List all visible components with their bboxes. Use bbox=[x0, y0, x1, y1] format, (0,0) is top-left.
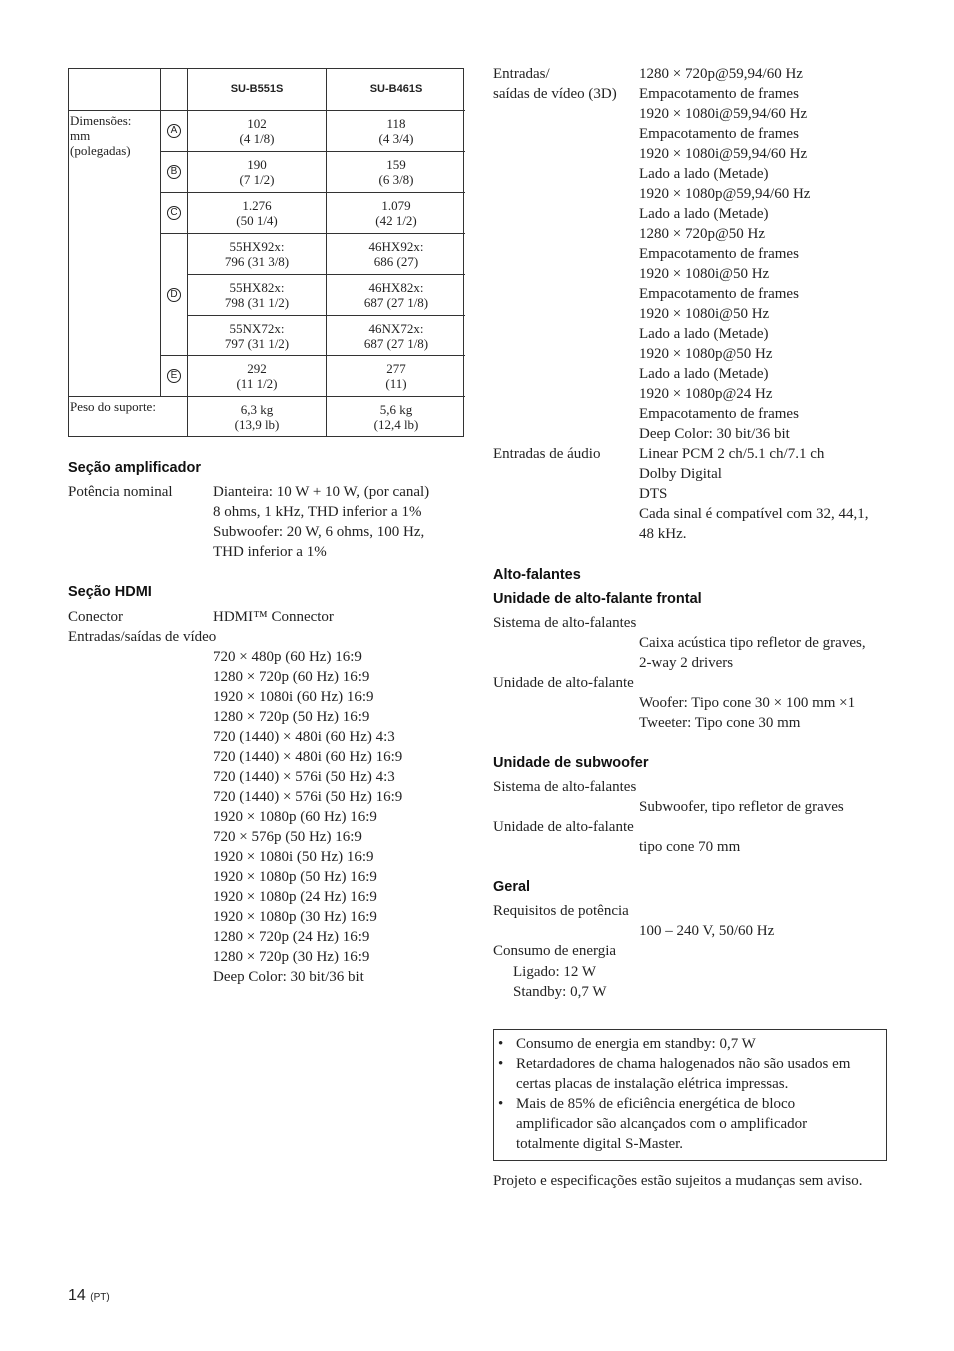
hdmi-format-line: 720 (1440) × 576i (50 Hz) 4:3 bbox=[213, 769, 395, 785]
power-value: 100 – 240 V, 50/60 Hz bbox=[639, 923, 775, 939]
speaker-system-line: 2-way 2 drivers bbox=[639, 655, 734, 671]
table-cell: 46HX82x: 687 (27 1/8) bbox=[326, 274, 465, 315]
row-marker bbox=[160, 355, 187, 396]
note-item bbox=[494, 1094, 850, 1154]
hdmi-format-line: 1920 × 1080i (50 Hz) 16:9 bbox=[213, 849, 374, 865]
table-cell: 159 (6 3/8) bbox=[326, 151, 465, 192]
table-cell: 46NX72x: 687 (27 1/8) bbox=[326, 315, 465, 355]
note-item bbox=[494, 1034, 850, 1054]
video3d-format-line: 1920 × 1080p@24 Hz bbox=[639, 386, 773, 402]
table-cell: 277 (11) bbox=[326, 355, 465, 396]
audio-format-line: DTS bbox=[639, 486, 668, 502]
table-cell: 55HX82x: 798 (31 1/2) bbox=[187, 274, 326, 315]
video3d-format-line: Empacotamento de frames bbox=[639, 246, 799, 262]
video3d-format-line: Lado a lado (Metade) bbox=[639, 326, 769, 342]
hdmi-connector-value: HDMI™ Connector bbox=[213, 609, 334, 625]
table-cell: 5,6 kg (12,4 lb) bbox=[326, 396, 465, 436]
footer-note: Projeto e especificações estão sujeitos a mudanças sem aviso. bbox=[493, 1173, 863, 1189]
video3d-format-line: Deep Color: 30 bit/36 bit bbox=[639, 426, 790, 442]
hdmi-format-line: 720 (1440) × 480i (60 Hz) 16:9 bbox=[213, 749, 403, 765]
row-marker bbox=[160, 151, 187, 192]
hdmi-format-line: 1280 × 720p (60 Hz) 16:9 bbox=[213, 669, 370, 685]
dimensions-label bbox=[69, 110, 160, 396]
table-cell: 6,3 kg (13,9 lb) bbox=[187, 396, 326, 436]
bullet-icon: • bbox=[498, 1036, 504, 1052]
dimensions-label-text: Dimensões: mm (polegadas) bbox=[70, 113, 132, 158]
table-cell: 55NX72x: 797 (31 1/2) bbox=[187, 315, 326, 355]
consumption-label: Consumo de energia bbox=[493, 943, 617, 959]
note-line: Retardadores de chama halogenados não são usados em bbox=[516, 1056, 851, 1072]
hdmi-format-line: 1920 × 1080p (30 Hz) 16:9 bbox=[213, 909, 377, 925]
hdmi-format-line: 1920 × 1080p (60 Hz) 16:9 bbox=[213, 809, 377, 825]
video3d-format-line: 1280 × 720p@59,94/60 Hz bbox=[639, 66, 803, 82]
note-line: certas placas de instalação elétrica impressas. bbox=[516, 1076, 789, 1092]
subwoofer-system-label: Sistema de alto-falantes bbox=[493, 779, 637, 795]
audio-format-line: Linear PCM 2 ch/5.1 ch/7.1 ch bbox=[639, 446, 825, 462]
video3d-format-line: 1920 × 1080p@50 Hz bbox=[639, 346, 773, 362]
audio-format-line: Cada sinal é compatível com 32, 44,1, bbox=[639, 506, 869, 522]
video3d-format-line: Lado a lado (Metade) bbox=[639, 166, 769, 182]
subwoofer-unit-label: Unidade de alto-falante bbox=[493, 819, 634, 835]
speaker-unit-label: Unidade de alto-falante bbox=[493, 675, 634, 691]
front-speaker-heading: Unidade de alto-falante frontal bbox=[493, 591, 702, 607]
column-header-su-b551s: SU-B551S bbox=[187, 69, 326, 110]
circled-letter-e-icon: E bbox=[167, 369, 181, 383]
table-cell: 118 (4 3/4) bbox=[326, 110, 465, 151]
hdmi-format-line: 1280 × 720p (24 Hz) 16:9 bbox=[213, 929, 370, 945]
general-heading: Geral bbox=[493, 879, 531, 895]
video3d-format-list bbox=[639, 64, 810, 444]
hdmi-format-line: 1920 × 1080p (24 Hz) 16:9 bbox=[213, 889, 377, 905]
table-cell: 1.276 (50 1/4) bbox=[187, 192, 326, 233]
amp-line: Subwoofer: 20 W, 6 ohms, 100 Hz, bbox=[213, 524, 425, 540]
video3d-format-line: Empacotamento de frames bbox=[639, 86, 799, 102]
hdmi-connector-label: Conector bbox=[68, 609, 123, 625]
note-line: Consumo de energia em standby: 0,7 W bbox=[516, 1036, 756, 1052]
circled-letter-b-icon: B bbox=[167, 165, 181, 179]
page-number-value: 14 bbox=[68, 1287, 86, 1304]
hdmi-format-line: 1920 × 1080i (60 Hz) 16:9 bbox=[213, 689, 374, 705]
note-line: amplificador são alcançados com o amplificador bbox=[516, 1116, 808, 1132]
hdmi-heading: Seção HDMI bbox=[68, 584, 152, 600]
amp-line: Dianteira: 10 W + 10 W, (por canal) bbox=[213, 484, 430, 500]
audio-label: Entradas de áudio bbox=[493, 446, 601, 462]
hdmi-format-line: 720 (1440) × 480i (60 Hz) 4:3 bbox=[213, 729, 395, 745]
hdmi-format-line: 1920 × 1080p (50 Hz) 16:9 bbox=[213, 869, 377, 885]
video3d-format-line: 1280 × 720p@50 Hz bbox=[639, 226, 766, 242]
amp-label: Potência nominal bbox=[68, 484, 173, 500]
audio-format-line: 48 kHz. bbox=[639, 526, 687, 542]
table-corner-cell bbox=[69, 69, 160, 110]
power-label: Requisitos de potência bbox=[493, 903, 629, 919]
subwoofer-heading: Unidade de subwoofer bbox=[493, 755, 649, 771]
audio-format-line: Dolby Digital bbox=[639, 466, 722, 482]
hdmi-format-list bbox=[213, 647, 402, 987]
table-cell: 102 (4 1/8) bbox=[187, 110, 326, 151]
notes-list bbox=[494, 1034, 850, 1154]
video3d-format-line: 1920 × 1080i@59,94/60 Hz bbox=[639, 106, 808, 122]
circled-letter-c-icon: C bbox=[167, 206, 181, 220]
circled-letter-d-icon: D bbox=[167, 288, 181, 302]
video3d-format-line: Empacotamento de frames bbox=[639, 286, 799, 302]
row-marker bbox=[160, 192, 187, 233]
column-header-su-b461s: SU-B461S bbox=[326, 69, 465, 110]
row-marker bbox=[160, 110, 187, 151]
weight-label: Peso do suporte: bbox=[69, 396, 187, 436]
video3d-format-line: 1920 × 1080p@59,94/60 Hz bbox=[639, 186, 811, 202]
hdmi-format-line: 720 (1440) × 576i (50 Hz) 16:9 bbox=[213, 789, 403, 805]
video3d-format-line: 1920 × 1080i@59,94/60 Hz bbox=[639, 146, 808, 162]
amp-line: 8 ohms, 1 kHz, THD inferior a 1% bbox=[213, 504, 422, 520]
hdmi-io-label: Entradas/saídas de vídeo bbox=[68, 629, 217, 645]
page-language: (PT) bbox=[90, 1292, 110, 1303]
video3d-label-1: Entradas/ bbox=[493, 66, 550, 82]
hdmi-format-line: 1280 × 720p (30 Hz) 16:9 bbox=[213, 949, 370, 965]
speaker-system-label: Sistema de alto-falantes bbox=[493, 615, 637, 631]
consumption-standby: Standby: 0,7 W bbox=[513, 984, 607, 1000]
bullet-icon: • bbox=[498, 1056, 504, 1072]
hdmi-format-line: 1280 × 720p (50 Hz) 16:9 bbox=[213, 709, 370, 725]
table-corner-cell bbox=[160, 69, 187, 110]
speakers-heading: Alto-falantes bbox=[493, 567, 581, 583]
bullet-icon: • bbox=[498, 1096, 504, 1112]
row-marker bbox=[160, 233, 187, 355]
speaker-unit-line: Woofer: Tipo cone 30 × 100 mm ×1 bbox=[639, 695, 856, 711]
video3d-format-line: Lado a lado (Metade) bbox=[639, 206, 769, 222]
video3d-label-2: saídas de vídeo (3D) bbox=[493, 86, 617, 102]
table-cell: 55HX92x: 796 (31 3/8) bbox=[187, 233, 326, 274]
hdmi-format-line: Deep Color: 30 bit/36 bit bbox=[213, 969, 364, 985]
video3d-format-line: Lado a lado (Metade) bbox=[639, 366, 769, 382]
amp-line: THD inferior a 1% bbox=[213, 544, 327, 560]
page-number bbox=[68, 1286, 110, 1308]
amp-heading: Seção amplificador bbox=[68, 460, 201, 476]
consumption-on: Ligado: 12 W bbox=[513, 964, 597, 980]
note-line: totalmente digital S-Master. bbox=[516, 1136, 684, 1152]
video3d-format-line: Empacotamento de frames bbox=[639, 406, 799, 422]
speaker-system-line: Caixa acústica tipo refletor de graves, bbox=[639, 635, 866, 651]
table-cell: 1.079 (42 1/2) bbox=[326, 192, 465, 233]
subwoofer-system-value: Subwoofer, tipo refletor de graves bbox=[639, 799, 844, 815]
hdmi-format-line: 720 × 480p (60 Hz) 16:9 bbox=[213, 649, 362, 665]
table-cell: 190 (7 1/2) bbox=[187, 151, 326, 192]
note-line: Mais de 85% de eficiência energética de bloco bbox=[516, 1096, 796, 1112]
video3d-format-line: Empacotamento de frames bbox=[639, 126, 799, 142]
speaker-unit-line: Tweeter: Tipo cone 30 mm bbox=[639, 715, 801, 731]
video3d-format-line: 1920 × 1080i@50 Hz bbox=[639, 266, 770, 282]
note-item bbox=[494, 1054, 850, 1094]
table-cell: 46HX92x: 686 (27) bbox=[326, 233, 465, 274]
table-cell: 292 (11 1/2) bbox=[187, 355, 326, 396]
circled-letter-a-icon: A bbox=[167, 124, 181, 138]
hdmi-format-line: 720 × 576p (50 Hz) 16:9 bbox=[213, 829, 362, 845]
notes-box bbox=[493, 1029, 887, 1161]
audio-format-list bbox=[639, 444, 869, 544]
subwoofer-unit-value: tipo cone 70 mm bbox=[639, 839, 741, 855]
video3d-format-line: 1920 × 1080i@50 Hz bbox=[639, 306, 770, 322]
dimensions-table bbox=[68, 68, 464, 437]
